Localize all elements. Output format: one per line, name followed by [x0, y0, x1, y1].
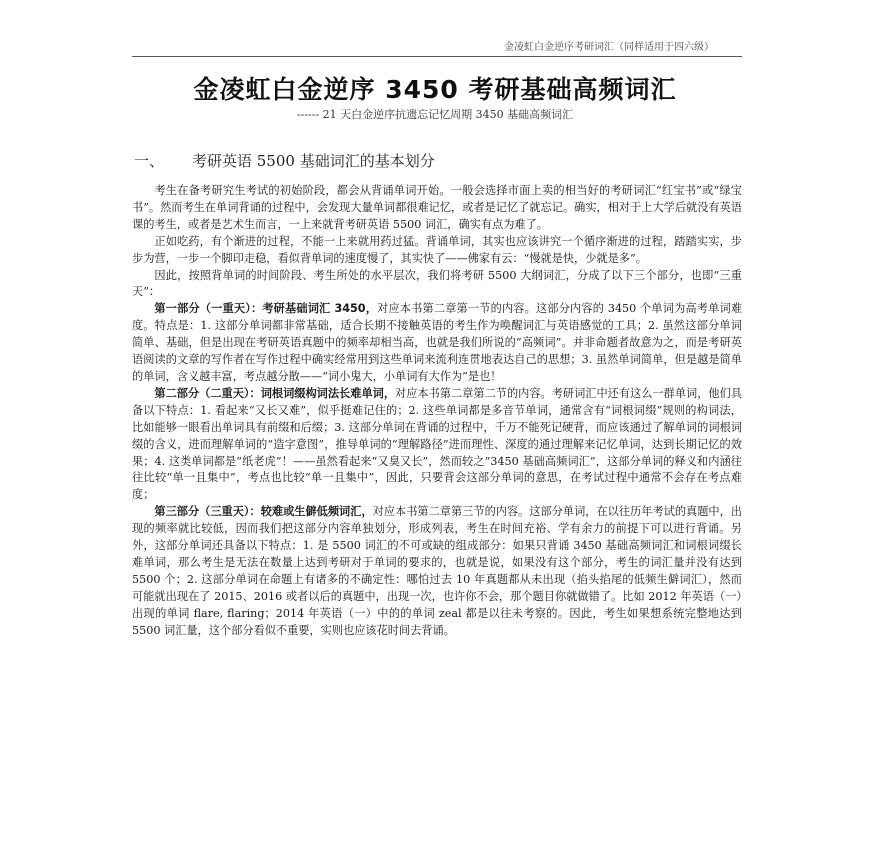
paragraph-text: 正如吃药，有个渐进的过程，不能一上来就用药过猛。背诵单词，其实也应该讲究一个循序渐进的过程，踏踏实实，步步为营，一步一个脚印走稳，看似背单词的速度慢了，其实快了——佛家有云：“慢就是快，少就是多”。 — [132, 234, 742, 265]
section-number: 一、 — [134, 152, 165, 170]
paragraph — [132, 268, 742, 302]
running-header: 金凌虹白金逆序考研词汇（同样适用于四六级） — [504, 42, 714, 53]
section-heading — [134, 150, 435, 171]
section-title: 考研英语 5500 基础词汇的基本划分 — [192, 152, 435, 170]
paragraph-text: 对应本书第二章第三节的内容。这部分单词，在以往历年考试的真题中，出现的频率就比较低，因而我们把这部分内容单独划分，形成列表，考生在时间充裕、学有余力的前提下可以进行背诵。另外，这部分单词还具备以下特点：1. 是 5500 词汇的不可或缺的组成部分：如果只背诵 3450 基础高频词汇和词根词缀长难单词，那么考生是无法在数量上达到考研对于单词的要求的，也就是说，如果没有这个部分，考生的词汇量并没有达到 5500 个；2. 这部分单词在命题上有诸多的不确定性：哪怕过去 10 年真题都从未出现（掐头掐尾的低频生僻词汇），然而可能就出现在了 2015、2016 或者以后的真题中，出现一次，也许你不会，那个题目你就做错了。比如 2012 年英语（一）出现的单词 flare, flaring；2014 年英语（一）中的的单词 zeal 都是以往未考察的。因此，考生如果想系统完整地达到 5500 词汇量，这个部分看似不重要，实则也应该花时间去背诵。 — [132, 505, 742, 637]
paragraph — [132, 301, 742, 386]
document-subtitle: ------ 21 天白金逆序抗遗忘记忆周期 3450 基础高频词汇 — [296, 108, 574, 121]
paragraph — [132, 183, 742, 234]
paragraph — [132, 504, 742, 639]
part-heading: 第三部分（三重天）：较难或生僻低频词汇， — [154, 505, 373, 519]
paragraph-text: 因此，按照背单词的时间阶段、考生所处的水平层次，我们将考研 5500 大纲词汇，分成了以下三个部分，也即“三重天”： — [132, 268, 742, 299]
paragraph-text: 对应本书第二章第一节的内容。这部分内容的 3450 个单词为高考单词难度。特点是：1. 这部分单词都非常基础，适合长期不接触英语的考生作为唤醒词汇与英语感觉的工具；2. 虽然这部分单词简单、基础，但是出现在考研英语真题中的频率却相当高，也就是我们所说的“高频词”。并非命题者故意为之，而是考研英语阅读的文章的写作者在写作过程中确实经常用到这些单词来流利连贯地表达自己的思想；3. 虽然单词简单，但是越是简单的单词，含义越丰富，考点越分散——“词小鬼大，小单词有大作为”是也！ — [132, 302, 743, 383]
part-heading: 第二部分（二重天）：词根词缀构词法长难单词， — [154, 386, 396, 400]
paragraph — [132, 234, 742, 268]
part-heading: 第一部分（一重天）：考研基础词汇 3450， — [154, 302, 378, 316]
paragraph-text: 对应本书第二章第二节的内容。考研词汇中还有这么一群单词，他们具备以下特点：1. 看起来“又长又难”，似乎挺难记住的；2. 这些单词都是多音节单词，通常含有“词根词缀”规则的构词法，比如能够一眼看出单词具有前缀和后缀；3. 这部分单词在背诵的过程中，千万不能死记硬背，而应该通过了解单词的词根词缀的含义，进而理解单词的“造字意图”，推导单词的“理解路径”进而理性、深度的通过理解来记忆单词，达到长期记忆的效果；4. 这类单词都是“纸老虎”！——虽然看起来“又臭又长”，然而较之“3450 基础高频词汇”，这部分单词的释义和内涵往往比较“单一且集中”，考点也比较“单一且集中”，因此，只要背会这部分单词的意思，在考试过程中通常不会存在考点难度； — [132, 386, 742, 502]
document-title: 金凌虹白金逆序 3450 考研基础高频词汇 — [193, 75, 677, 104]
header-divider — [132, 56, 742, 57]
paragraph — [132, 386, 742, 504]
paragraph-text: 考生在备考研究生考试的初始阶段，都会从背诵单词开始。一般会选择市面上卖的相当好的考研词汇“红宝书”或“绿宝书”。然而考生在单词背诵的过程中，会发现大量单词都很难记忆，或者是记忆了就忘记。确实，相对于上大学后就没有英语课的考生，或者是艺术生而言，一上来就背考研英语 5500 词汇，确实有点为难了。 — [132, 184, 742, 231]
body-text — [132, 183, 742, 639]
